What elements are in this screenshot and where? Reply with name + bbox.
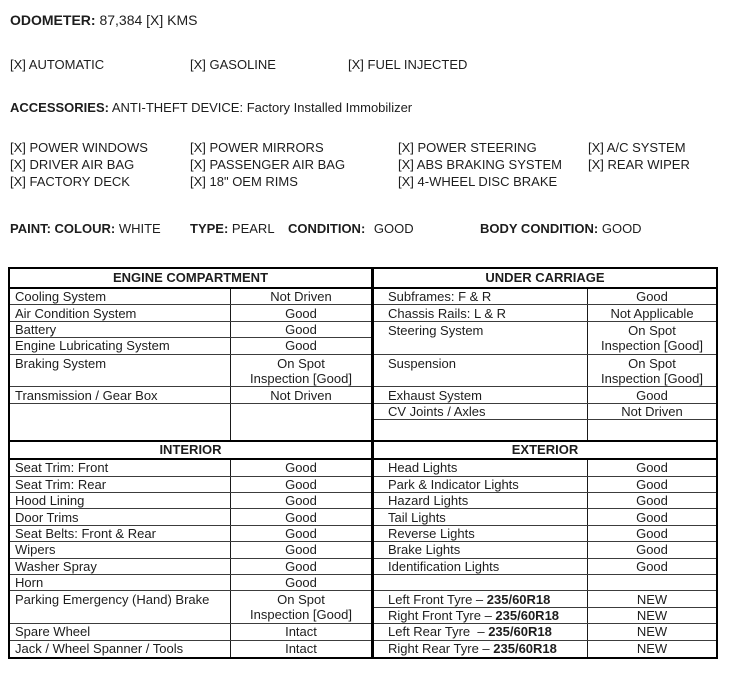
row-label: Jack / Wheel Spanner / Tools <box>10 641 231 657</box>
row-label: Steering System <box>374 322 588 354</box>
row-value: Good <box>636 476 668 492</box>
row-label: Right Front Tyre – 235/60R18 <box>374 608 588 623</box>
table-row <box>374 591 716 607</box>
paint-colour-segment: PAINT: COLOUR: WHITE <box>10 221 161 236</box>
row-value: Intact <box>285 641 317 657</box>
accessory-item: [X] REAR WIPER <box>588 157 690 172</box>
row-value: Good <box>285 558 317 574</box>
empty-table-row <box>374 575 716 591</box>
table-row <box>374 404 716 420</box>
odometer-line <box>10 12 198 28</box>
body-condition-segment: BODY CONDITION: GOOD <box>480 221 642 236</box>
table-row <box>374 641 716 657</box>
row-label: Door Trims <box>10 509 231 524</box>
engine-compartment-header: ENGINE COMPARTMENT <box>10 269 371 289</box>
row-value: Good <box>285 525 317 541</box>
table-row <box>374 477 716 493</box>
table-row <box>374 289 716 305</box>
table-row <box>10 305 371 321</box>
row-label: Horn <box>10 575 231 590</box>
paint-condition-segment: CONDITION: GOOD <box>288 221 414 236</box>
row-value: NEW <box>636 641 668 657</box>
row-value: Good <box>285 338 317 354</box>
table-row <box>374 460 716 476</box>
row-value: On Spot Inspection [Good] <box>601 322 703 353</box>
row-value: Good <box>636 558 668 574</box>
row-value: NEW <box>636 607 668 623</box>
row-label: Braking System <box>10 355 231 387</box>
row-label: Transmission / Gear Box <box>10 387 231 402</box>
table-row <box>10 338 371 354</box>
row-label: Head Lights <box>374 460 588 475</box>
table-row <box>10 575 371 591</box>
table-row <box>10 526 371 542</box>
table-row <box>10 493 371 509</box>
row-label: CV Joints / Axles <box>374 404 588 419</box>
row-value: Not Driven <box>270 289 332 305</box>
row-value: Good <box>636 525 668 541</box>
row-value: Good <box>636 509 668 525</box>
row-label: Suspension <box>374 355 588 387</box>
row-label: Battery <box>10 322 231 337</box>
row-label <box>374 575 588 590</box>
odometer-label: ODOMETER: <box>10 12 96 28</box>
row-label: Reverse Lights <box>374 526 588 541</box>
accessory-item: [X] PASSENGER AIR BAG <box>190 157 346 172</box>
checkbox-item-automatic: [X] AUTOMATIC <box>10 57 105 72</box>
row-label: Hazard Lights <box>374 493 588 508</box>
table-row <box>10 322 371 338</box>
row-label: Identification Lights <box>374 559 588 574</box>
row-value: NEW <box>636 591 668 607</box>
row-label: Left Front Tyre – 235/60R18 <box>374 591 588 606</box>
table-row <box>374 322 716 355</box>
accessories-value: ANTI-THEFT DEVICE: Factory Installed Immobilizer <box>111 100 413 115</box>
row-label: Seat Trim: Front <box>10 460 231 475</box>
table-row <box>374 509 716 525</box>
table-row <box>10 387 371 403</box>
accessory-item: [X] A/C SYSTEM <box>588 140 686 155</box>
accessory-item: [X] POWER MIRRORS <box>190 140 324 155</box>
row-value: Not Driven <box>270 387 332 403</box>
row-value: Good <box>285 509 317 525</box>
under-carriage-header: UNDER CARRIAGE <box>374 269 716 289</box>
row-label: Parking Emergency (Hand) Brake <box>10 591 231 623</box>
row-label: Park & Indicator Lights <box>374 477 588 492</box>
row-label: Wipers <box>10 542 231 557</box>
accessory-item: [X] FACTORY DECK <box>10 174 130 189</box>
accessory-item: [X] 18" OEM RIMS <box>190 174 298 189</box>
table-row <box>10 542 371 558</box>
right-table-column <box>374 269 716 657</box>
table-row <box>374 526 716 542</box>
row-value: Good <box>636 542 668 558</box>
row-value: Good <box>285 305 317 321</box>
table-row <box>10 559 371 575</box>
left-table-column <box>10 269 374 657</box>
row-label: Exhaust System <box>374 387 588 402</box>
checkbox-item-fuel-injected: [X] FUEL INJECTED <box>348 57 468 72</box>
table-row <box>374 624 716 640</box>
row-value: Good <box>285 322 317 338</box>
row-value: Not Applicable <box>610 305 694 321</box>
inspection-table <box>8 267 718 659</box>
table-row <box>374 542 716 558</box>
table-row <box>374 559 716 575</box>
table-row <box>374 608 716 624</box>
accessory-item: [X] ABS BRAKING SYSTEM <box>398 157 562 172</box>
odometer-value: 87,384 [X] KMS <box>99 12 198 28</box>
table-row <box>10 509 371 525</box>
row-label: Chassis Rails: L & R <box>374 305 588 320</box>
row-label: Left Rear Tyre – 235/60R18 <box>374 624 588 639</box>
row-label: Engine Lubricating System <box>10 338 231 353</box>
row-value: Good <box>285 460 317 476</box>
table-row <box>10 641 371 657</box>
row-label: Seat Belts: Front & Rear <box>10 526 231 541</box>
row-value: On Spot Inspection [Good] <box>250 355 352 386</box>
row-value: Intact <box>285 624 317 640</box>
table-row <box>374 493 716 509</box>
row-label: Tail Lights <box>374 509 588 524</box>
table-row <box>374 355 716 388</box>
exterior-header: EXTERIOR <box>374 440 716 460</box>
table-row <box>10 355 371 388</box>
interior-header: INTERIOR <box>10 440 371 460</box>
table-row <box>374 387 716 403</box>
row-label: Brake Lights <box>374 542 588 557</box>
accessory-item: [X] 4-WHEEL DISC BRAKE <box>398 174 558 189</box>
row-value: On Spot Inspection [Good] <box>250 592 352 623</box>
accessories-line <box>10 100 412 115</box>
table-row <box>10 624 371 640</box>
table-row <box>10 460 371 476</box>
row-label: Subframes: F & R <box>374 289 588 304</box>
row-value: Good <box>636 289 668 305</box>
row-label: Air Condition System <box>10 305 231 320</box>
accessory-item: [X] POWER WINDOWS <box>10 140 148 155</box>
row-label: Washer Spray <box>10 559 231 574</box>
row-label: Cooling System <box>10 289 231 304</box>
row-label: Spare Wheel <box>10 624 231 639</box>
row-label: Right Rear Tyre – 235/60R18 <box>374 641 588 657</box>
checkbox-item-gasoline: [X] GASOLINE <box>190 57 276 72</box>
table-row <box>10 289 371 305</box>
row-value: Good <box>636 460 668 476</box>
row-value: Not Driven <box>621 404 683 420</box>
row-label: Hood Lining <box>10 493 231 508</box>
row-value: Good <box>636 387 668 403</box>
row-value: Good <box>636 493 668 509</box>
row-value: NEW <box>636 624 668 640</box>
paint-type-segment: TYPE: PEARL <box>190 221 275 236</box>
accessory-item: [X] DRIVER AIR BAG <box>10 157 135 172</box>
table-row <box>10 477 371 493</box>
accessory-item: [X] POWER STEERING <box>398 140 537 155</box>
row-value: Good <box>285 575 317 591</box>
table-row <box>374 305 716 321</box>
row-label: Seat Trim: Rear <box>10 477 231 492</box>
empty-filler-row <box>374 420 716 440</box>
row-value: Good <box>285 476 317 492</box>
empty-filler-row <box>10 404 371 440</box>
table-row <box>10 591 371 624</box>
row-value: Good <box>285 542 317 558</box>
row-value <box>588 575 716 590</box>
row-value: Good <box>285 493 317 509</box>
row-value: On Spot Inspection [Good] <box>601 355 703 386</box>
accessories-label: ACCESSORIES: <box>10 100 109 115</box>
